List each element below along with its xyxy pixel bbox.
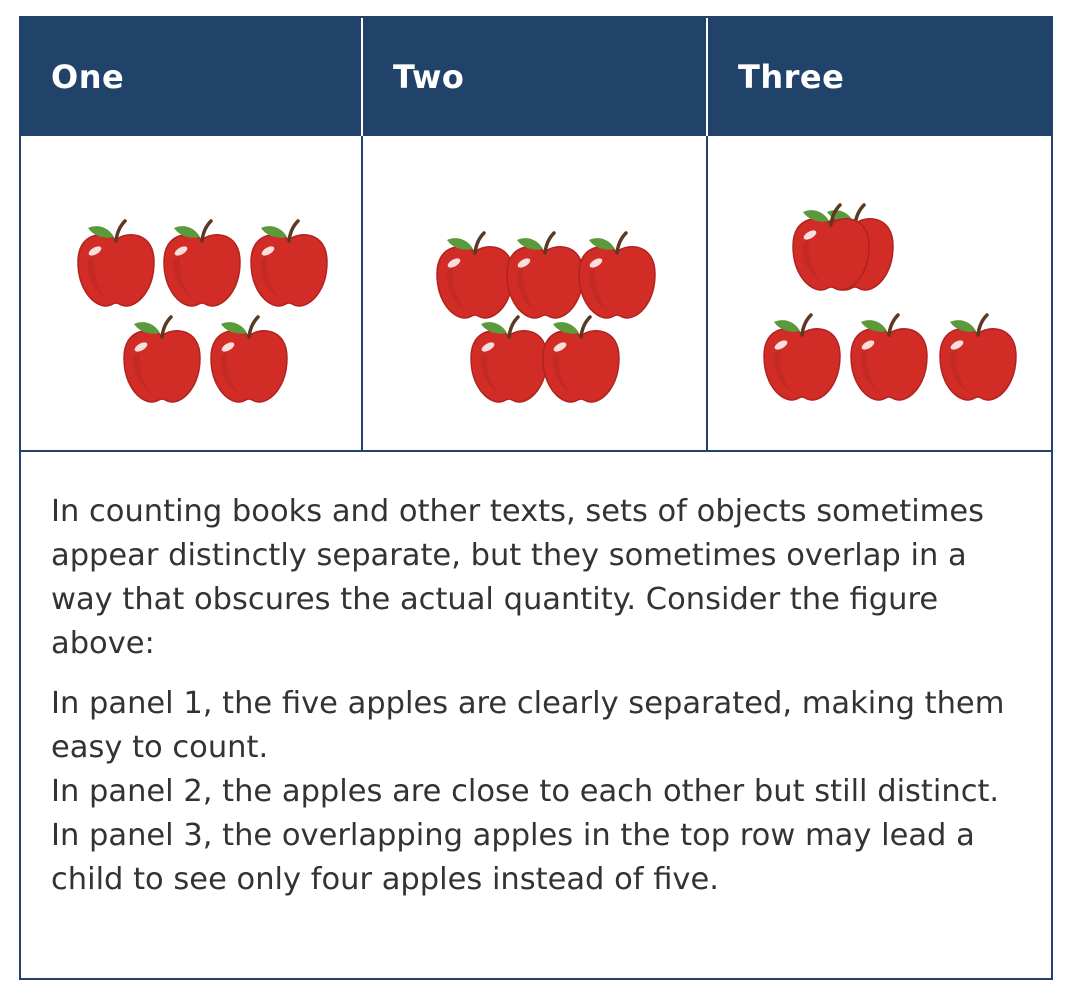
apple-counting-figure — [19, 16, 1053, 980]
panel-three — [708, 138, 1051, 450]
header-divider — [706, 18, 708, 136]
apple-icon — [764, 315, 840, 400]
caption-panel-3: In panel 3, the overlapping apples in the top row may lead a child to see only four apples instead of five. — [51, 818, 975, 897]
apple-icon — [507, 233, 583, 318]
apple-icon — [940, 315, 1016, 400]
apple-icon — [471, 317, 547, 402]
panel-one-apples — [21, 138, 361, 450]
apple-icon — [437, 233, 513, 318]
header-one: One — [51, 58, 125, 96]
row-divider — [21, 450, 1051, 452]
apple-icon — [164, 221, 240, 306]
panel-three-apples — [708, 138, 1051, 450]
apple-icon — [579, 233, 655, 318]
caption-intro: In counting books and other texts, sets of objects sometimes appear distinctly separate, but they sometimes overlap in a way that obscures the actual quantity. Consider the figure above: — [51, 494, 985, 661]
panel-two — [363, 138, 706, 450]
caption-panel-1: In panel 1, the five apples are clearly separated, making them easy to count. — [51, 686, 1005, 765]
header-row — [21, 18, 1051, 136]
header-two: Two — [393, 58, 465, 96]
caption — [51, 490, 1031, 902]
header-divider — [361, 18, 363, 136]
panel-one — [21, 138, 361, 450]
apple-icon — [124, 317, 200, 402]
panel-two-apples — [363, 138, 706, 450]
apple-icon — [543, 317, 619, 402]
apple-icon — [211, 317, 287, 402]
apple-icon — [78, 221, 154, 306]
header-three: Three — [738, 58, 845, 96]
apple-icon — [251, 221, 327, 306]
caption-panel-2: In panel 2, the apples are close to each other but still distinct. — [51, 774, 1000, 809]
apple-icon — [851, 315, 927, 400]
